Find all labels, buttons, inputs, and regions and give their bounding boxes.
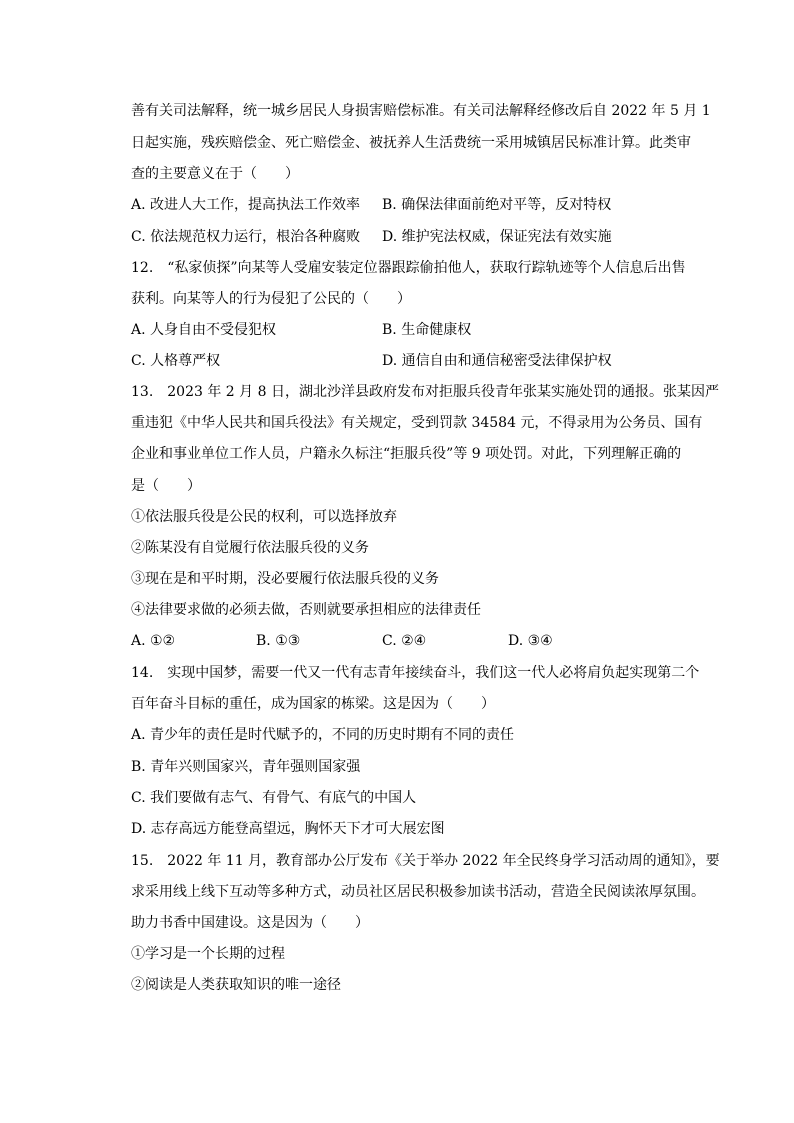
question-14-option-c: C. 我们要做有志气、有骨气、有底气的中国人 bbox=[131, 790, 417, 806]
question-15-stem-line-1: 15. 2022 年 11 月，教育部办公厅发布《关于举办 2022 年全民终身学习活动周的通知》，要 bbox=[131, 853, 720, 869]
question-12-option-b: B. 生命健康权 bbox=[382, 322, 472, 338]
question-13-statement-1: ①依法服兵役是公民的权利，可以选择放弃 bbox=[131, 509, 397, 525]
question-13-option-d: D. ③④ bbox=[508, 633, 553, 649]
question-14-stem-line-1: 14. 实现中国梦，需要一代又一代有志青年接续奋斗，我们这一代人必将肩负起实现第二个 bbox=[131, 665, 700, 681]
question-14-stem-line-2: 百年奋斗目标的重任，成为国家的栋梁。这是因为（ ） bbox=[131, 696, 495, 712]
question-13-statement-4: ④法律要求做的必须去做，否则就要承担相应的法律责任 bbox=[131, 602, 481, 618]
question-11-option-c: C. 依法规范权力运行，根治各种腐败 bbox=[131, 229, 361, 245]
question-15-statement-1: ①学习是一个长期的过程 bbox=[131, 946, 285, 962]
question-14-option-d: D. 志存高远方能登高望远，胸怀天下才可大展宏图 bbox=[131, 821, 445, 837]
question-11-option-b: B. 确保法律面前绝对平等，反对特权 bbox=[382, 197, 612, 213]
question-12-option-d: D. 通信自由和通信秘密受法律保护权 bbox=[382, 353, 612, 369]
question-13-stem-line-2: 重违犯《中华人民共和国兵役法》有关规定，受到罚款 34584 元，不得录用为公务员、国有 bbox=[131, 415, 703, 431]
question-13-option-b: B. ①③ bbox=[256, 633, 301, 649]
question-11-text-line-3: 查的主要意义在于（ ） bbox=[131, 166, 299, 182]
question-15-stem-line-3: 助力书香中国建设。这是因为（ ） bbox=[131, 915, 369, 931]
question-12-stem-line-2: 获利。向某等人的行为侵犯了公民的（ ） bbox=[131, 291, 411, 307]
question-13-stem-line-1: 13. 2023 年 2 月 8 日，湖北沙洋县政府发布对拒服兵役青年张某实施处罚的通报。张某因严 bbox=[131, 384, 719, 400]
question-14-option-b: B. 青年兴则国家兴，青年强则国家强 bbox=[131, 759, 361, 775]
question-14-option-a: A. 青少年的责任是时代赋予的，不同的历史时期有不同的责任 bbox=[131, 727, 515, 743]
question-13-option-c: C. ②④ bbox=[382, 633, 427, 649]
question-13-statement-2: ②陈某没有自觉履行依法服兵役的义务 bbox=[131, 540, 369, 556]
question-11-option-a: A. 改进人大工作，提高执法工作效率 bbox=[131, 197, 361, 213]
question-15-statement-2: ②阅读是人类获取知识的唯一途径 bbox=[131, 977, 341, 993]
question-11-text-line-2: 日起实施，残疾赔偿金、死亡赔偿金、被抚养人生活费统一采用城镇居民标准计算。此类审 bbox=[131, 135, 691, 151]
question-12-option-c: C. 人格尊严权 bbox=[131, 353, 221, 369]
question-13-stem-line-3: 企业和事业单位工作人员，户籍永久标注“拒服兵役”等 9 项处罚。对此，下列理解正确的 bbox=[131, 446, 682, 462]
question-11-option-d: D. 维护宪法权威，保证宪法有效实施 bbox=[382, 229, 612, 245]
question-15-stem-line-2: 求采用线上线下互动等多种方式，动员社区居民积极参加读书活动，营造全民阅读浓厚氛围。 bbox=[131, 884, 705, 900]
question-12-option-a: A. 人身自由不受侵犯权 bbox=[131, 322, 277, 338]
question-13-statement-3: ③现在是和平时期，没必要履行依法服兵役的义务 bbox=[131, 571, 439, 587]
question-13-stem-line-4: 是（ ） bbox=[131, 478, 201, 494]
question-12-stem-line-1: 12. “私家侦探”向某等人受雇安装定位器跟踪偷拍他人，获取行踪轨迹等个人信息后出售 bbox=[131, 260, 686, 276]
question-11-text-line-1: 善有关司法解释，统一城乡居民人身损害赔偿标准。有关司法解释经修改后自 2022 年 5 月 1 bbox=[131, 103, 711, 119]
question-13-option-a: A. ①② bbox=[131, 633, 176, 649]
